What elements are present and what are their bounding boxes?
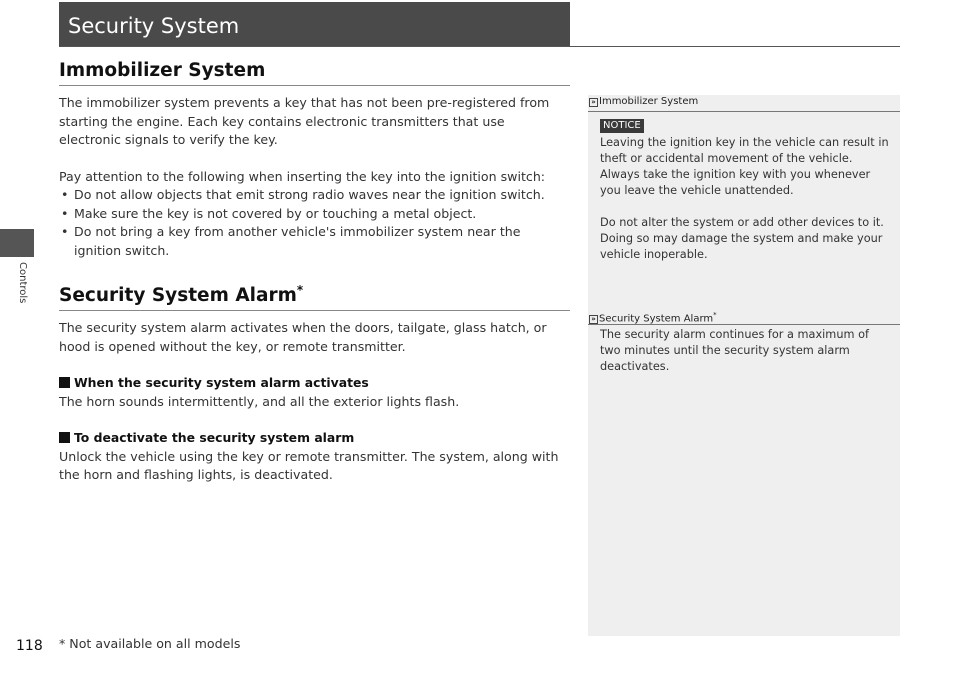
page-number: 118: [16, 638, 43, 654]
main-content: [59, 60, 570, 485]
alarm-note-header: [588, 308, 900, 325]
list-item: • Make sure the key is not covered by or touching a metal object.: [59, 205, 570, 224]
alarm-note-asterisk: *: [713, 311, 717, 319]
immobilizer-note-title: Immobilizer System: [599, 96, 699, 107]
immobilizer-heading: Immobilizer System: [59, 60, 570, 86]
square-bullet-icon: [59, 377, 70, 388]
page-title: Security System: [68, 14, 240, 38]
alarm-activates-heading: [59, 374, 570, 393]
notice-badge: NOTICE: [600, 119, 644, 133]
footnote: * Not available on all models: [59, 636, 241, 651]
chapter-tab: [0, 229, 34, 257]
immobilizer-intro: The immobilizer system prevents a key that has not been pre-registered from starting the engine. Each key contains electronic transmitters that use electronic signals to verify the key.: [59, 95, 550, 147]
alarm-heading-text: Security System Alarm: [59, 285, 297, 307]
immobilizer-note-header: [588, 95, 900, 112]
alarm-activates-heading-text: When the security system alarm activates: [74, 375, 369, 391]
header-divider: [59, 46, 900, 47]
immobilizer-attention: Pay attention to the following when inserting the key into the ignition switch:: [59, 168, 546, 184]
list-item: • Do not bring a key from another vehicle's immobilizer system near the ignition switch.: [59, 223, 570, 260]
notice-text-3: Do not alter the system or add other devices to it. Doing so may damage the system and make your vehicle inoperable.: [600, 216, 884, 261]
alarm-activates-text: The horn sounds intermittently, and all the exterior lights flash.: [59, 393, 460, 409]
notice-text-1: Leaving the ignition key in the vehicle can result in theft or accidental movement of the vehicle.: [600, 136, 889, 165]
immobilizer-bullet-list: [59, 186, 570, 260]
alarm-heading: [59, 283, 570, 311]
chapter-tab-label: Controls: [17, 262, 28, 304]
alarm-intro: The security system alarm activates when the doors, tailgate, glass hatch, or hood is opened without the key, or remote transmitter.: [59, 320, 547, 354]
notice-text-2: Always take the ignition key with you whenever you leave the vehicle unattended.: [600, 168, 871, 197]
alarm-heading-asterisk: *: [296, 283, 304, 297]
alarm-note-title: Security System Alarm: [599, 313, 714, 325]
reference-arrow-icon: »: [589, 98, 598, 107]
alarm-deactivate-text: Unlock the vehicle using the key or remote transmitter. The system, along with the horn and flashing lights, is deactivated.: [59, 448, 559, 483]
reference-arrow-icon: »: [589, 315, 598, 324]
square-bullet-icon: [59, 432, 70, 443]
alarm-section: [59, 283, 570, 485]
alarm-deactivate-heading-text: To deactivate the security system alarm: [74, 430, 355, 446]
alarm-note-text: The security alarm continues for a maximum of two minutes until the security system alarm deactivates.: [600, 328, 869, 373]
list-item: • Do not allow objects that emit strong radio waves near the ignition switch.: [59, 186, 570, 205]
alarm-deactivate-heading: [59, 429, 570, 448]
